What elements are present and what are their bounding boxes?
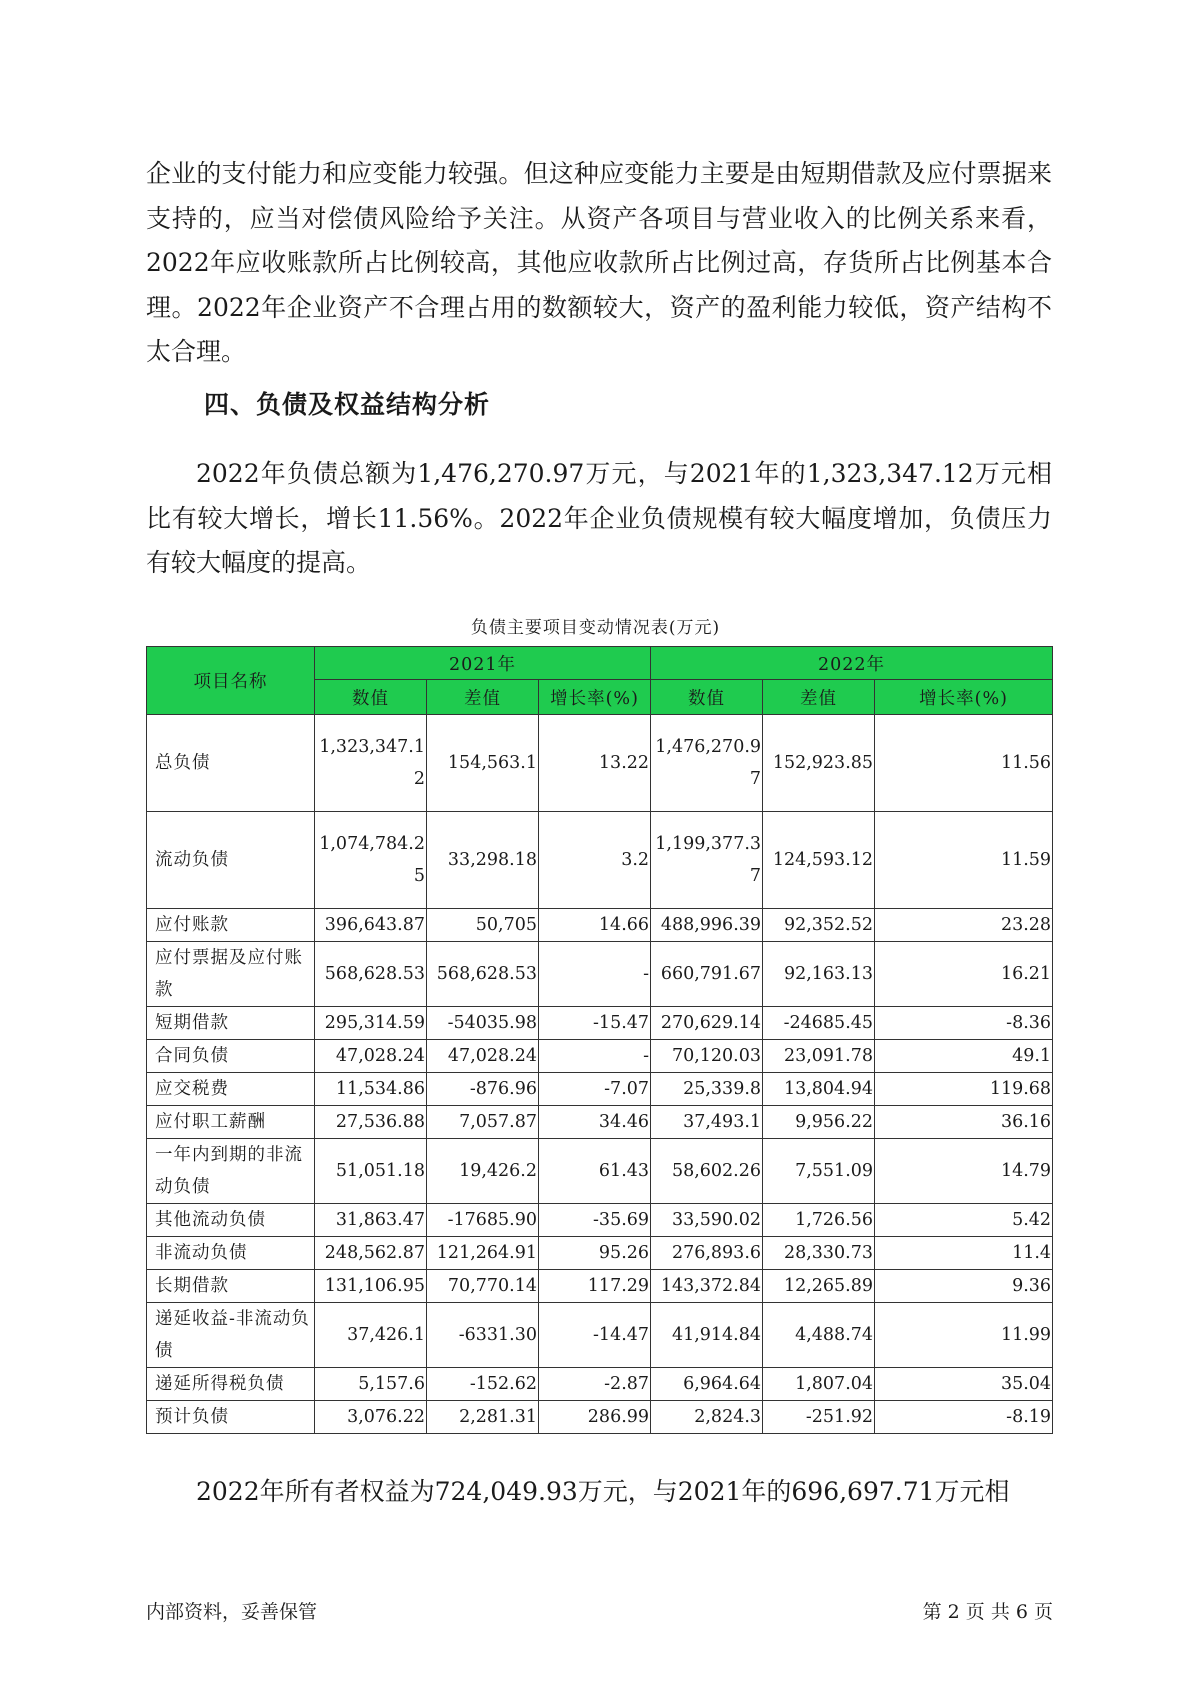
growth-2022-cell: 36.16 xyxy=(875,1106,1053,1139)
growth-2022-cell: 5.42 xyxy=(875,1204,1053,1237)
diff-2022-cell: 23,091.78 xyxy=(763,1040,875,1073)
value-2021-cell: 31,863.47 xyxy=(315,1204,427,1237)
value-2022-cell: 37,493.1 xyxy=(651,1106,763,1139)
table-row xyxy=(147,1401,1053,1434)
growth-2021-cell: -2.87 xyxy=(539,1368,651,1401)
table-row xyxy=(147,1007,1053,1040)
diff-2022-cell: 124,593.12 xyxy=(763,812,875,909)
diff-2022-cell: 13,804.94 xyxy=(763,1073,875,1106)
row-name-cell: 其他流动负债 xyxy=(147,1204,315,1237)
growth-2022-cell: 11.56 xyxy=(875,715,1053,812)
paragraph-liability-total xyxy=(146,452,1052,586)
growth-2022-cell: 11.99 xyxy=(875,1303,1053,1368)
value-2022-cell: 270,629.14 xyxy=(651,1007,763,1040)
value-2022-cell: 6,964.64 xyxy=(651,1368,763,1401)
growth-2022-cell: -8.19 xyxy=(875,1401,1053,1434)
growth-2022-cell: 35.04 xyxy=(875,1368,1053,1401)
row-name-cell: 应付票据及应付账款 xyxy=(147,942,315,1007)
diff-2021-cell: 121,264.91 xyxy=(427,1237,539,1270)
header-growth-2022: 增长率(%) xyxy=(875,680,1053,715)
diff-2022-cell: 1,807.04 xyxy=(763,1368,875,1401)
table-row xyxy=(147,812,1053,909)
value-2021-cell: 1,323,347.12 xyxy=(315,715,427,812)
growth-2022-cell: 14.79 xyxy=(875,1139,1053,1204)
table-row xyxy=(147,1073,1053,1106)
value-2022-cell: 488,996.39 xyxy=(651,909,763,942)
value-2021-cell: 3,076.22 xyxy=(315,1401,427,1434)
row-name-cell: 短期借款 xyxy=(147,1007,315,1040)
growth-2021-cell: - xyxy=(539,942,651,1007)
value-2021-cell: 37,426.1 xyxy=(315,1303,427,1368)
table-row xyxy=(147,942,1053,1007)
growth-2022-cell: 23.28 xyxy=(875,909,1053,942)
growth-2022-cell: 11.4 xyxy=(875,1237,1053,1270)
value-2021-cell: 5,157.6 xyxy=(315,1368,427,1401)
value-2021-cell: 51,051.18 xyxy=(315,1139,427,1204)
footer-confidential-note: 内部资料，妥善保管 xyxy=(146,1601,318,1623)
paragraph-equity xyxy=(146,1470,1052,1515)
header-value-2022: 数值 xyxy=(651,680,763,715)
growth-2021-cell: -7.07 xyxy=(539,1073,651,1106)
value-2022-cell: 1,199,377.37 xyxy=(651,812,763,909)
growth-2022-cell: 16.21 xyxy=(875,942,1053,1007)
diff-2021-cell: 7,057.87 xyxy=(427,1106,539,1139)
growth-2021-cell: 117.29 xyxy=(539,1270,651,1303)
value-2021-cell: 568,628.53 xyxy=(315,942,427,1007)
row-name-cell: 应付账款 xyxy=(147,909,315,942)
value-2022-cell: 143,372.84 xyxy=(651,1270,763,1303)
diff-2022-cell: 12,265.89 xyxy=(763,1270,875,1303)
table-row xyxy=(147,1040,1053,1073)
value-2021-cell: 47,028.24 xyxy=(315,1040,427,1073)
growth-2021-cell: -14.47 xyxy=(539,1303,651,1368)
growth-2021-cell: 3.2 xyxy=(539,812,651,909)
growth-2021-cell: 61.43 xyxy=(539,1139,651,1204)
value-2022-cell: 276,893.6 xyxy=(651,1237,763,1270)
paragraph-equity-text: 2022年所有者权益为724,049.93万元，与2021年的696,697.71万元相 xyxy=(196,1477,1010,1506)
value-2022-cell: 1,476,270.97 xyxy=(651,715,763,812)
value-2022-cell: 660,791.67 xyxy=(651,942,763,1007)
row-name-cell: 预计负债 xyxy=(147,1401,315,1434)
table-row xyxy=(147,909,1053,942)
table-row xyxy=(147,715,1053,812)
row-name-cell: 流动负债 xyxy=(147,812,315,909)
growth-2021-cell: 14.66 xyxy=(539,909,651,942)
diff-2022-cell: 152,923.85 xyxy=(763,715,875,812)
value-2022-cell: 25,339.8 xyxy=(651,1073,763,1106)
row-name-cell: 递延所得税负债 xyxy=(147,1368,315,1401)
diff-2021-cell: -17685.90 xyxy=(427,1204,539,1237)
table-row xyxy=(147,1237,1053,1270)
header-diff-2021: 差值 xyxy=(427,680,539,715)
growth-2021-cell: 13.22 xyxy=(539,715,651,812)
growth-2021-cell: -35.69 xyxy=(539,1204,651,1237)
row-name-cell: 一年内到期的非流动负债 xyxy=(147,1139,315,1204)
value-2021-cell: 11,534.86 xyxy=(315,1073,427,1106)
value-2021-cell: 295,314.59 xyxy=(315,1007,427,1040)
liability-change-table xyxy=(146,646,1053,1434)
diff-2021-cell: -152.62 xyxy=(427,1368,539,1401)
diff-2022-cell: -251.92 xyxy=(763,1401,875,1434)
growth-2021-cell: - xyxy=(539,1040,651,1073)
diff-2022-cell: 4,488.74 xyxy=(763,1303,875,1368)
diff-2021-cell: 568,628.53 xyxy=(427,942,539,1007)
row-name-cell: 非流动负债 xyxy=(147,1237,315,1270)
growth-2022-cell: 9.36 xyxy=(875,1270,1053,1303)
table-row xyxy=(147,1139,1053,1204)
table-row xyxy=(147,1303,1053,1368)
diff-2021-cell: 19,426.2 xyxy=(427,1139,539,1204)
growth-2022-cell: 49.1 xyxy=(875,1040,1053,1073)
row-name-cell: 总负债 xyxy=(147,715,315,812)
value-2021-cell: 27,536.88 xyxy=(315,1106,427,1139)
diff-2021-cell: 70,770.14 xyxy=(427,1270,539,1303)
row-name-cell: 应付职工薪酬 xyxy=(147,1106,315,1139)
diff-2021-cell: -876.96 xyxy=(427,1073,539,1106)
value-2022-cell: 41,914.84 xyxy=(651,1303,763,1368)
value-2022-cell: 58,602.26 xyxy=(651,1139,763,1204)
diff-2021-cell: 47,028.24 xyxy=(427,1040,539,1073)
diff-2021-cell: 33,298.18 xyxy=(427,812,539,909)
header-growth-2021: 增长率(%) xyxy=(539,680,651,715)
diff-2021-cell: 154,563.1 xyxy=(427,715,539,812)
diff-2022-cell: -24685.45 xyxy=(763,1007,875,1040)
table-row xyxy=(147,1204,1053,1237)
growth-2022-cell: 119.68 xyxy=(875,1073,1053,1106)
diff-2022-cell: 7,551.09 xyxy=(763,1139,875,1204)
growth-2021-cell: -15.47 xyxy=(539,1007,651,1040)
footer-page-number: 第 2 页 共 6 页 xyxy=(922,1601,1053,1623)
header-value-2021: 数值 xyxy=(315,680,427,715)
diff-2022-cell: 92,352.52 xyxy=(763,909,875,942)
growth-2022-cell: 11.59 xyxy=(875,812,1053,909)
diff-2021-cell: -6331.30 xyxy=(427,1303,539,1368)
value-2022-cell: 70,120.03 xyxy=(651,1040,763,1073)
section-heading: 四、负债及权益结构分析 xyxy=(204,390,491,419)
paragraph-asset-summary: 企业的支付能力和应变能力较强。但这种应变能力主要是由短期借款及应付票据来支持的，应当对偿债风险给予关注。从资产各项目与营业收入的比例关系来看，2022年应收账款所占比例较高，其他应收款所占比例过高，存货所占比例基本合理。2022年企业资产不合理占用的数额较大，资产的盈利能力较低，资产结构不太合理。 xyxy=(146,159,1052,366)
row-name-cell: 应交税费 xyxy=(147,1073,315,1106)
diff-2022-cell: 92,163.13 xyxy=(763,942,875,1007)
value-2022-cell: 2,824.3 xyxy=(651,1401,763,1434)
value-2021-cell: 396,643.87 xyxy=(315,909,427,942)
row-name-cell: 递延收益-非流动负债 xyxy=(147,1303,315,1368)
header-diff-2022: 差值 xyxy=(763,680,875,715)
growth-2021-cell: 286.99 xyxy=(539,1401,651,1434)
header-year-2021: 2021年 xyxy=(315,647,651,680)
value-2022-cell: 33,590.02 xyxy=(651,1204,763,1237)
diff-2022-cell: 9,956.22 xyxy=(763,1106,875,1139)
table-header-row xyxy=(147,647,1053,680)
value-2021-cell: 131,106.95 xyxy=(315,1270,427,1303)
growth-2022-cell: -8.36 xyxy=(875,1007,1053,1040)
header-item-name: 项目名称 xyxy=(147,647,315,715)
diff-2021-cell: 2,281.31 xyxy=(427,1401,539,1434)
growth-2021-cell: 34.46 xyxy=(539,1106,651,1139)
paragraph-liability-text: 2022年负债总额为1,476,270.97万元，与2021年的1,323,347.12万元相比有较大增长，增长11.56%。2022年企业负债规模有较大幅度增加，负债压力有较大幅度的提高。 xyxy=(146,459,1052,577)
value-2021-cell: 248,562.87 xyxy=(315,1237,427,1270)
diff-2022-cell: 1,726.56 xyxy=(763,1204,875,1237)
table-row xyxy=(147,1106,1053,1139)
value-2021-cell: 1,074,784.25 xyxy=(315,812,427,909)
diff-2021-cell: -54035.98 xyxy=(427,1007,539,1040)
table-row xyxy=(147,1368,1053,1401)
row-name-cell: 长期借款 xyxy=(147,1270,315,1303)
table-row xyxy=(147,1270,1053,1303)
diff-2021-cell: 50,705 xyxy=(427,909,539,942)
row-name-cell: 合同负债 xyxy=(147,1040,315,1073)
growth-2021-cell: 95.26 xyxy=(539,1237,651,1270)
table-caption: 负债主要项目变动情况表(万元) xyxy=(470,618,721,638)
diff-2022-cell: 28,330.73 xyxy=(763,1237,875,1270)
header-year-2022: 2022年 xyxy=(651,647,1053,680)
